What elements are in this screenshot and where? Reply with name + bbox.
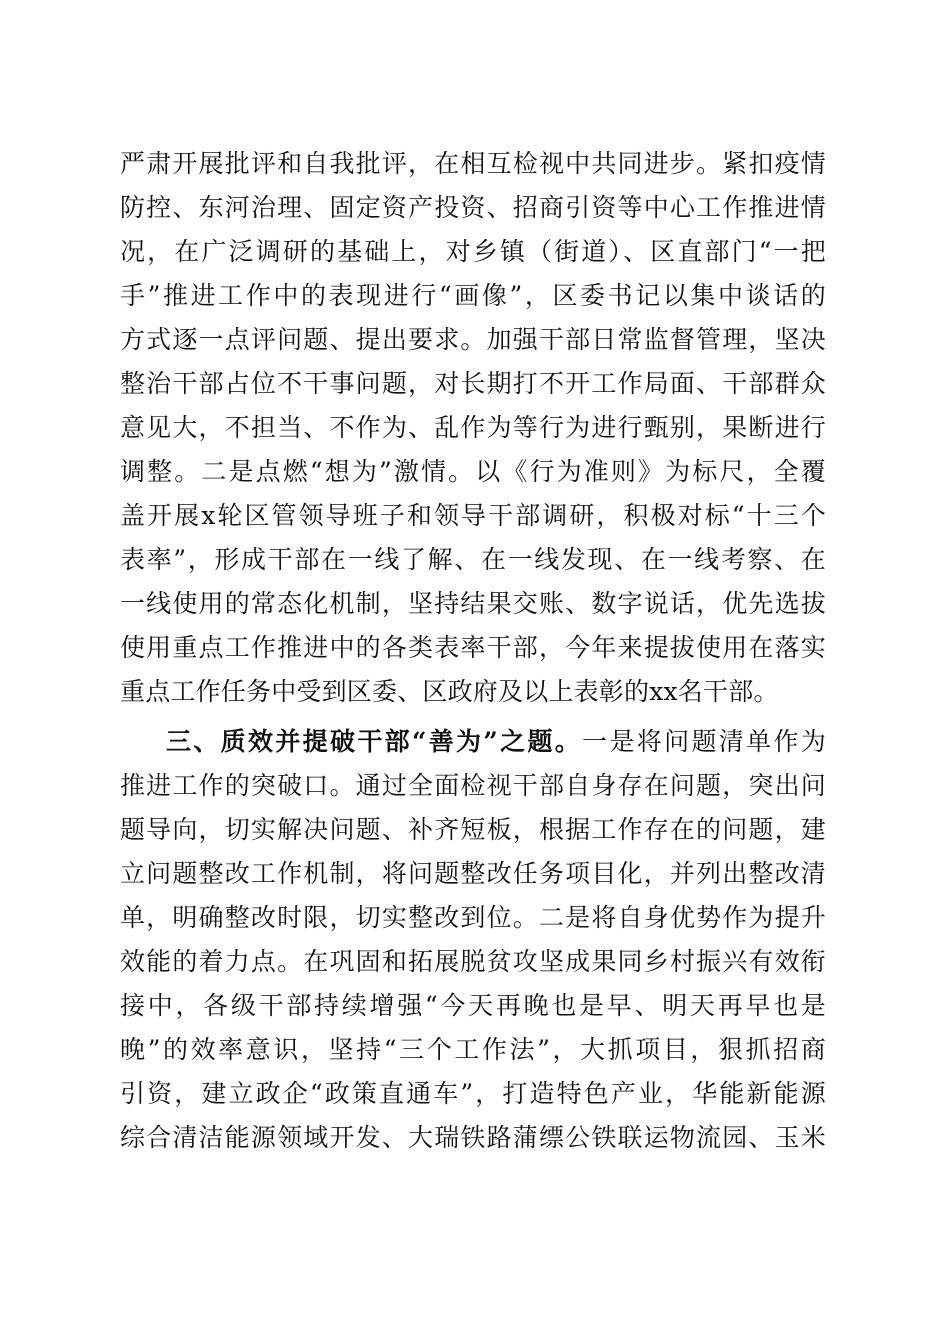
paragraph-line: 一线使用的常态化机制，坚持结果交账、数字说话，优先选拔 (120, 589, 826, 618)
paragraph-line: 效能的着力点。在巩固和拓展脱贫攻坚成果同乡村振兴有效衔 (120, 947, 826, 976)
paragraph-line: 单，明确整改时限，切实整改到位。二是将自身优势作为提升 (120, 903, 826, 932)
paragraph-line: 意见大，不担当、不作为、乱作为等行为进行甄别，果断进行 (120, 413, 826, 442)
paragraph-line: 严肃开展批评和自我批评，在相互检视中共同进步。紧扣疫情 (120, 149, 826, 178)
section-first-line-text: 一是将问题清单作为 (582, 727, 826, 756)
paragraph-line: 手”推进工作中的表现进行“画像”，区委书记以集中谈话的 (120, 281, 826, 310)
paragraph-line: 综合清洁能源领域开发、大瑞铁路蒲缥公铁联运物流园、玉米 (120, 1123, 826, 1152)
paragraph-line: 整治干部占位不干事问题，对长期打不开工作局面、干部群众 (120, 369, 826, 398)
paragraph-line: 调整。二是点燃“想为”激情。以《行为准则》为标尺，全覆 (120, 457, 826, 486)
paragraph-line: 接中，各级干部持续增强“今天再晚也是早、明天再早也是 (120, 991, 826, 1020)
paragraph-line: 使用重点工作推进中的各类表率干部，今年来提拔使用在落实 (120, 633, 826, 662)
section-first-line (166, 720, 826, 764)
paragraph-line: 引资，建立政企“政策直通车”，打造特色产业，华能新能源 (120, 1079, 826, 1108)
paragraph-line: 方式逐一点评问题、提出要求。加强干部日常监督管理，坚决 (120, 325, 826, 354)
paragraph-line: 立问题整改工作机制，将问题整改任务项目化，并列出整改清 (120, 859, 826, 888)
paragraph-line: 盖开展x轮区管领导班子和领导干部调研，积极对标“十三个 (120, 501, 826, 530)
paragraph-line: 防控、东河治理、固定资产投资、招商引资等中心工作推进情 (120, 193, 826, 222)
paragraph-line: 晚”的效率意识，坚持“三个工作法”，大抓项目，狠抓招商 (120, 1035, 826, 1064)
paragraph-line: 况，在广泛调研的基础上，对乡镇（街道）、区直部门“一把 (120, 237, 826, 266)
paragraph-line: 题导向，切实解决问题、补齐短板，根据工作存在的问题，建 (120, 815, 826, 844)
paragraph-line: 重点工作任务中受到区委、区政府及以上表彰的xx名干部。 (120, 677, 779, 706)
paragraph-line: 推进工作的突破口。通过全面检视干部自身存在问题，突出问 (120, 771, 826, 800)
section-heading: 三、质效并提破干部“善为”之题。 (166, 727, 583, 756)
paragraph-line: 表率”，形成干部在一线了解、在一线发现、在一线考察、在 (120, 545, 826, 574)
